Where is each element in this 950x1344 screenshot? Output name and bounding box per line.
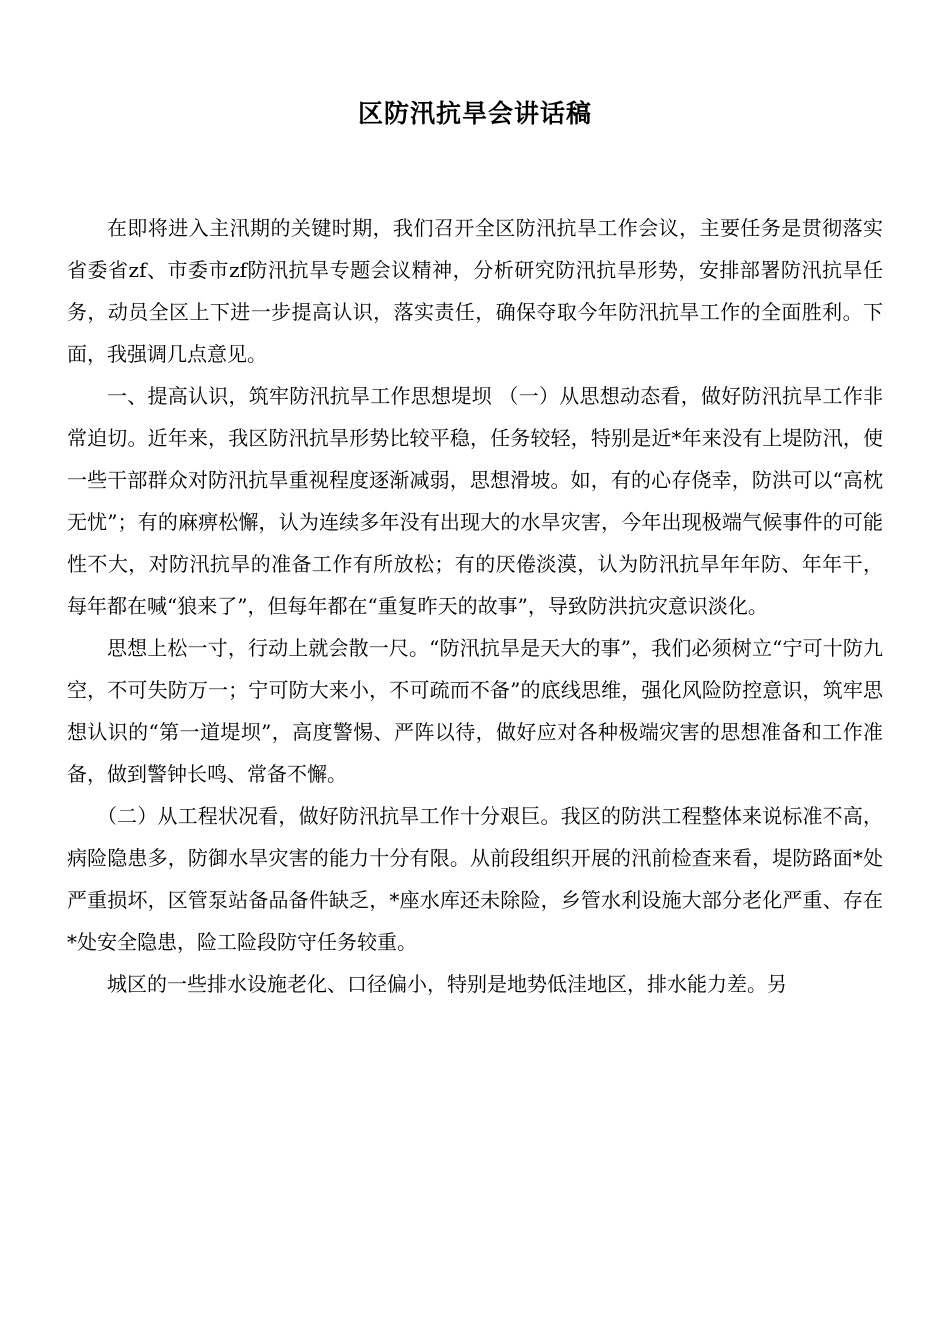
document-body: [67, 207, 883, 1005]
paragraph-intro: 在即将进入主汛期的关键时期，我们召开全区防汛抗旱工作会议，主要任务是贯彻落实省委省zf、市委市zf防汛抗旱专题会议精神，分析研究防汛抗旱形势，安排部署防汛抗旱任务，动员全区上下进一步提高认识，落实责任，确保夺取今年防汛抗旱工作的全面胜利。下面，我强调几点意见。: [67, 216, 883, 366]
paragraph-mindset: 思想上松一寸，行动上就会散一尺。“防汛抗旱是天大的事”，我们必须树立“宁可十防九空，不可失防万一；宁可防大来小，不可疏而不备”的底线思维，强化风险防控意识，筑牢思想认识的“第一道堤坝”，高度警惕、严阵以待，做好应对各种极端灾害的思想准备和工作准备，做到警钟长鸣、常备不懈。: [67, 636, 883, 786]
paragraph-section-one: 一、提高认识，筑牢防汛抗旱工作思想堤坝 （一）从思想动态看，做好防汛抗旱工作非常迫切。近年来，我区防汛抗旱形势比较平稳，任务较轻，特别是近*年来没有上堤防汛，使一些干部群众对防汛抗旱重视程度逐渐减弱，思想滑坡。如，有的心存侥幸，防洪可以“高枕无忧”；有的麻痹松懈，认为连续多年没有出现大的水旱灾害，今年出现极端气候事件的可能性不大，对防汛抗旱的准备工作有所放松；有的厌倦淡漠，认为防汛抗旱年年防、年年干，每年都在喊“狼来了”，但每年都在“重复昨天的故事”，导致防洪抗灾意识淡化。: [67, 384, 883, 618]
paragraph-engineering: （二）从工程状况看，做好防汛抗旱工作十分艰巨。我区的防洪工程整体来说标准不高，病险隐患多，防御水旱灾害的能力十分有限。从前段组织开展的汛前检查来看，堤防路面*处严重损坏，区管泵站备品备件缺乏，*座水库还未除险，乡管水利设施大部分老化严重、存在*处安全隐患，险工险段防守任务较重。: [67, 804, 883, 954]
page-title: 区防汛抗旱会讲话稿: [357, 99, 592, 128]
paragraph-urban-drainage: 城区的一些排水设施老化、口径偏小，特别是地势低洼地区，排水能力差。另: [107, 972, 787, 996]
